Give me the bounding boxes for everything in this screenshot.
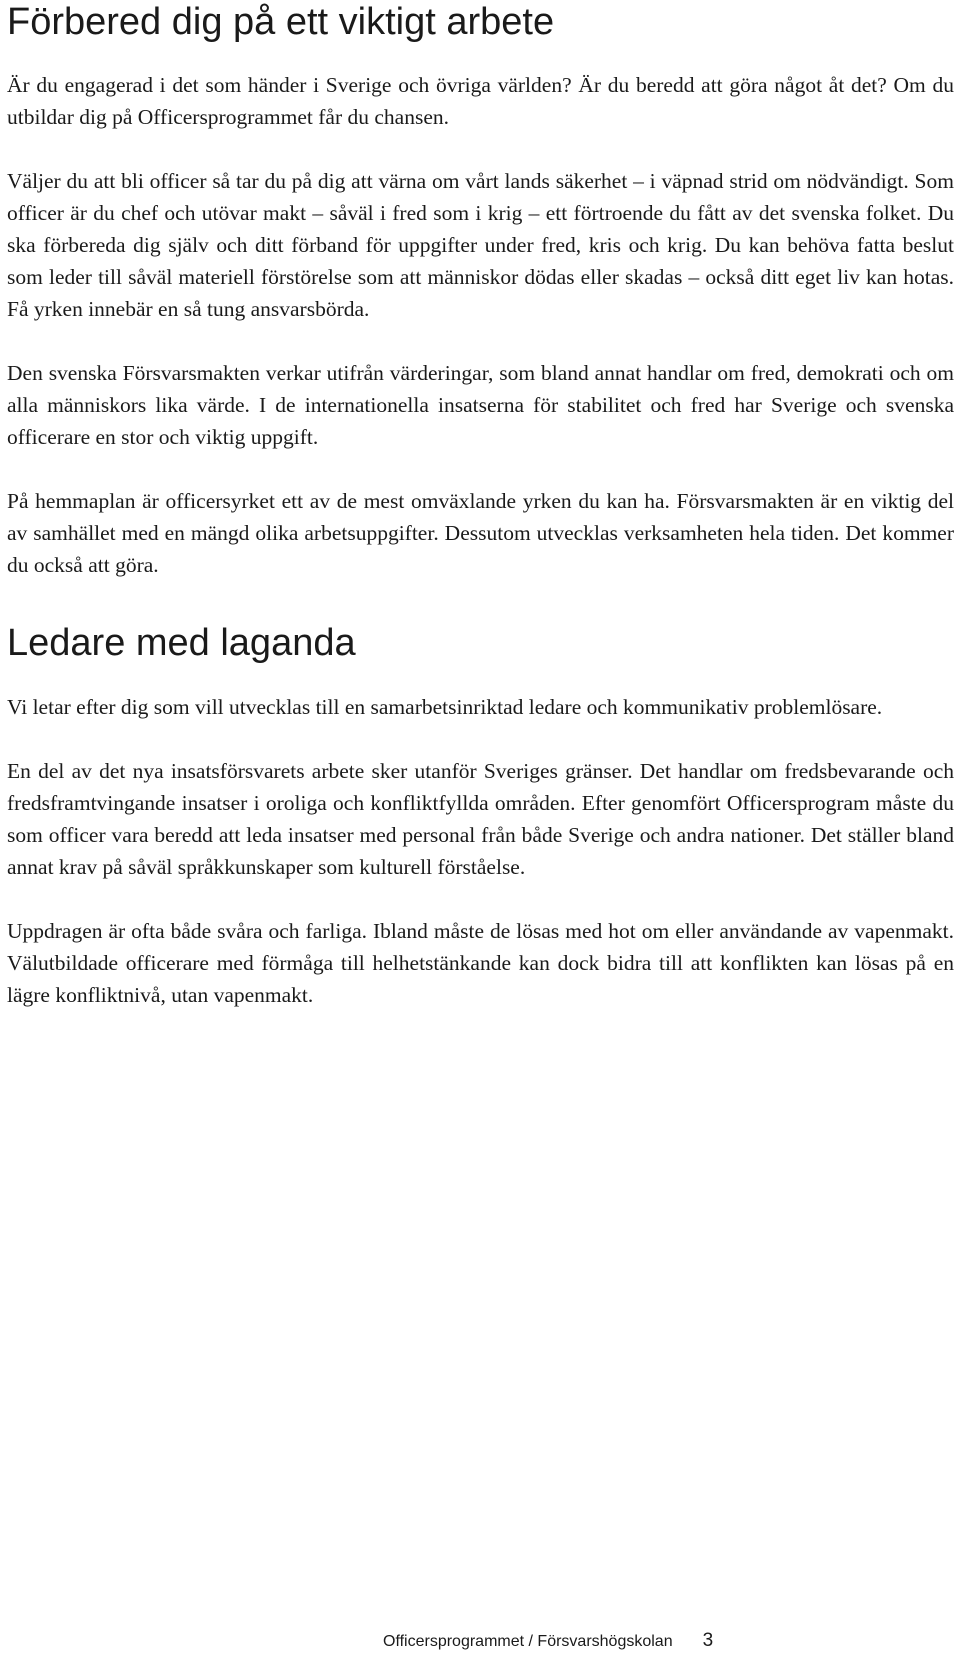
section-heading: Förbered dig på ett viktigt arbete xyxy=(7,1,555,43)
paragraph: Väljer du att bli officer så tar du på dig att värna om vårt lands säkerhet – i väpnad strid om nödvändigt. Som officer är du chef och utövar makt – såväl i fred som i krig – ett förtroende du fått av det svenska folket. Du ska förbereda dig själv och ditt förband för uppgifter under fred, kris och krig. Du kan behöva fatta beslut som leder till såväl materiell förstörelse som att människor dödas eller skadas – också ditt eget liv kan hotas. Få yrken innebär en så tung ansvarsbörda. xyxy=(7,169,954,321)
document-page xyxy=(7,0,954,1043)
paragraph: Den svenska Försvarsmakten verkar utifrån värderingar, som bland annat handlar om fred, demokrati och om alla människors lika värde. I de internationella insatserna för stabilitet och fred har Sverige och svenska officerare en stor och viktig uppgift. xyxy=(7,361,954,449)
paragraph: En del av det nya insatsförsvarets arbete sker utanför Sveriges gränser. Det handlar om fredsbevarande och fredsframtvingande insatser i oroliga och konfliktfyllda områden. Efter genomfört Officersprogram måste du som officer vara beredd att leda insatser med personal från både Sverige och andra nationer. Det ställer bland annat krav på såväl språkkunskaper som kulturell förståelse. xyxy=(7,759,954,879)
paragraph: Vi letar efter dig som vill utvecklas till en samarbetsinriktad ledare och kommunikativ problemlösare. xyxy=(7,695,883,719)
section-heading: Ledare med laganda xyxy=(7,622,356,664)
page-footer xyxy=(383,1630,713,1653)
paragraph: Uppdragen är ofta både svåra och farliga. Ibland måste de lösas med hot om eller användande av vapenmakt. Välutbildade officerare med förmåga till helhetstänkande kan dock bidra till att konflikten kan lösas på en lägre konfliktnivå, utan vapenmakt. xyxy=(7,919,954,1007)
footer-text: Officersprogrammet / Försvarshögskolan xyxy=(383,1633,673,1650)
page-number: 3 xyxy=(702,1630,714,1651)
paragraph: Är du engagerad i det som händer i Sverige och övriga världen? Är du beredd att göra något åt det? Om du utbildar dig på Officersprogrammet får du chansen. xyxy=(7,73,954,129)
paragraph: På hemmaplan är officersyrket ett av de mest omväxlande yrken du kan ha. Försvarsmakten är en viktig del av samhället med en mängd olika arbetsuppgifter. Dessutom utvecklas verksamheten hela tiden. Det kommer du också att göra. xyxy=(7,489,954,577)
